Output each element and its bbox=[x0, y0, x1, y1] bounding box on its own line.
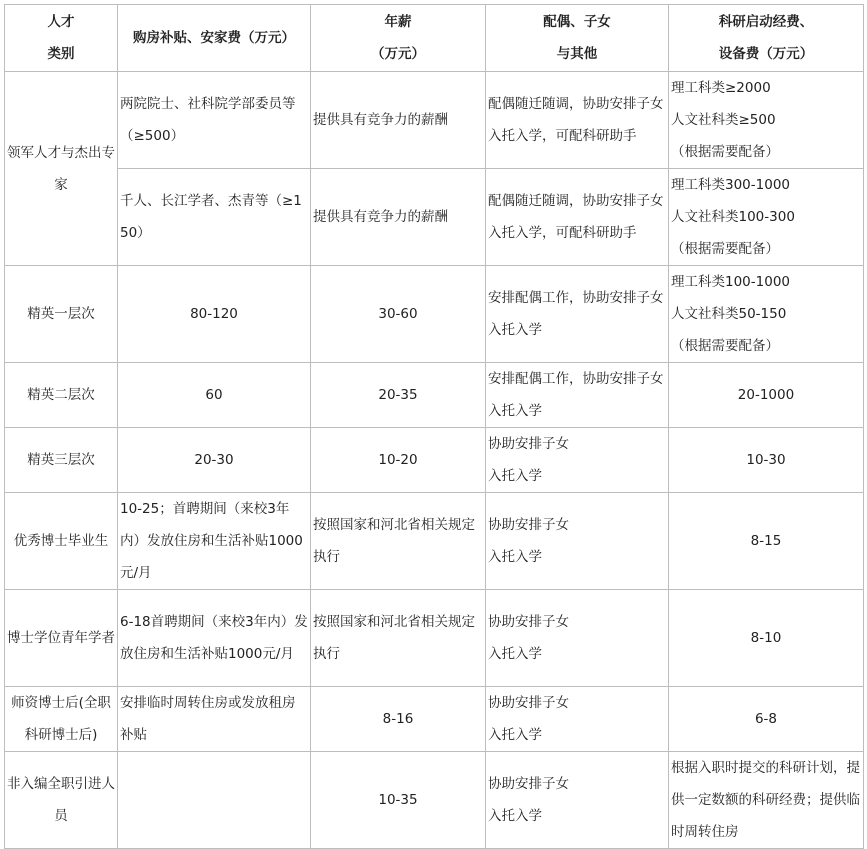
leader-1-funding bbox=[669, 72, 864, 169]
elite-1-funding bbox=[669, 266, 864, 363]
postdoc-funding: 6-8 bbox=[669, 687, 864, 752]
leader-1-funding-line2: 人文社科类≥500 bbox=[671, 112, 776, 128]
table-row-leader-1 bbox=[5, 72, 864, 169]
header-salary bbox=[311, 5, 486, 72]
young-family-line1: 协助安排子女 bbox=[488, 614, 569, 630]
header-family-line1: 配偶、子女 bbox=[543, 14, 611, 30]
table-row-leader-2 bbox=[5, 169, 864, 266]
table-row-young-scholar bbox=[5, 590, 864, 687]
postdoc-family-line1: 协助安排子女 bbox=[488, 695, 569, 711]
young-family-line2: 入托入学 bbox=[488, 646, 542, 662]
category-nonstaff: 非入编全职引进人员 bbox=[5, 752, 118, 849]
header-funding-line1: 科研启动经费、 bbox=[718, 14, 814, 30]
young-salary: 按照国家和河北省相关规定执行 bbox=[311, 590, 486, 687]
phd-family bbox=[486, 493, 669, 590]
nonstaff-salary: 10-35 bbox=[311, 752, 486, 849]
leader-2-salary: 提供具有竞争力的薪酬 bbox=[311, 169, 486, 266]
elite-2-housing: 60 bbox=[118, 363, 311, 428]
leader-1-housing: 两院院士、社科院学部委员等（≥500） bbox=[118, 72, 311, 169]
header-row bbox=[5, 5, 864, 72]
phd-salary: 按照国家和河北省相关规定执行 bbox=[311, 493, 486, 590]
elite-3-funding: 10-30 bbox=[669, 428, 864, 493]
leader-2-funding-line3: （根据需要配备） bbox=[671, 241, 779, 257]
header-category bbox=[5, 5, 118, 72]
leader-1-salary: 提供具有竞争力的薪酬 bbox=[311, 72, 486, 169]
postdoc-family-line2: 入托入学 bbox=[488, 727, 542, 743]
header-salary-line2: （万元） bbox=[371, 46, 425, 62]
nonstaff-housing bbox=[118, 752, 311, 849]
nonstaff-family-line2: 入托入学 bbox=[488, 808, 542, 824]
table-row-postdoc bbox=[5, 687, 864, 752]
header-family bbox=[486, 5, 669, 72]
elite-2-salary: 20-35 bbox=[311, 363, 486, 428]
header-category-line1: 人才 bbox=[47, 14, 75, 30]
nonstaff-family-line1: 协助安排子女 bbox=[488, 776, 569, 792]
table-row-elite-1 bbox=[5, 266, 864, 363]
category-phd: 优秀博士毕业生 bbox=[5, 493, 118, 590]
leader-2-funding-line1: 理工科类300-1000 bbox=[671, 177, 790, 193]
elite-1-funding-line3: （根据需要配备） bbox=[671, 338, 779, 354]
phd-funding: 8-15 bbox=[669, 493, 864, 590]
category-elite-1: 精英一层次 bbox=[5, 266, 118, 363]
leader-2-family: 配偶随迁随调，协助安排子女入托入学，可配科研助手 bbox=[486, 169, 669, 266]
header-category-line2: 类别 bbox=[47, 46, 75, 62]
elite-3-family bbox=[486, 428, 669, 493]
header-family-line2: 与其他 bbox=[556, 46, 598, 62]
elite-3-housing: 20-30 bbox=[118, 428, 311, 493]
header-funding bbox=[669, 5, 864, 72]
nonstaff-family bbox=[486, 752, 669, 849]
nonstaff-funding: 根据入职时提交的科研计划，提供一定数额的科研经费；提供临时周转住房 bbox=[669, 752, 864, 849]
elite-1-housing: 80-120 bbox=[118, 266, 311, 363]
elite-2-family: 安排配偶工作，协助安排子女入托入学 bbox=[486, 363, 669, 428]
category-elite-2: 精英二层次 bbox=[5, 363, 118, 428]
category-leader: 领军人才与杰出专家 bbox=[5, 72, 118, 266]
table-row-elite-2 bbox=[5, 363, 864, 428]
phd-family-line1: 协助安排子女 bbox=[488, 517, 569, 533]
phd-housing: 10-25；首聘期间（来校3年内）发放住房和生活补贴1000元/月 bbox=[118, 493, 311, 590]
young-housing: 6-18首聘期间（来校3年内）发放住房和生活补贴1000元/月 bbox=[118, 590, 311, 687]
elite-3-family-line1: 协助安排子女 bbox=[488, 436, 569, 452]
header-funding-line2: 设备费（万元） bbox=[718, 46, 814, 62]
leader-2-housing: 千人、长江学者、杰青等（≥150） bbox=[118, 169, 311, 266]
phd-family-line2: 入托入学 bbox=[488, 549, 542, 565]
leader-1-funding-line3: （根据需要配备） bbox=[671, 144, 779, 160]
category-postdoc: 师资博士后(全职科研博士后) bbox=[5, 687, 118, 752]
elite-3-family-line2: 入托入学 bbox=[488, 468, 542, 484]
elite-1-funding-line1: 理工科类100-1000 bbox=[671, 274, 790, 290]
category-elite-3: 精英三层次 bbox=[5, 428, 118, 493]
leader-1-family: 配偶随迁随调，协助安排子女入托入学，可配科研助手 bbox=[486, 72, 669, 169]
young-funding: 8-10 bbox=[669, 590, 864, 687]
table-row-phd bbox=[5, 493, 864, 590]
elite-3-salary: 10-20 bbox=[311, 428, 486, 493]
postdoc-salary: 8-16 bbox=[311, 687, 486, 752]
elite-1-funding-line2: 人文社科类50-150 bbox=[671, 306, 787, 322]
postdoc-family bbox=[486, 687, 669, 752]
postdoc-housing: 安排临时周转住房或发放租房补贴 bbox=[118, 687, 311, 752]
table-row-elite-3 bbox=[5, 428, 864, 493]
table-row-nonstaff bbox=[5, 752, 864, 849]
leader-1-funding-line1: 理工科类≥2000 bbox=[671, 80, 771, 96]
elite-2-funding: 20-1000 bbox=[669, 363, 864, 428]
leader-2-funding-line2: 人文社科类100-300 bbox=[671, 209, 795, 225]
leader-2-funding bbox=[669, 169, 864, 266]
elite-1-family: 安排配偶工作，协助安排子女入托入学 bbox=[486, 266, 669, 363]
category-young-scholar: 博士学位青年学者 bbox=[5, 590, 118, 687]
header-housing: 购房补贴、安家费（万元） bbox=[118, 5, 311, 72]
talent-policy-table bbox=[4, 4, 864, 849]
header-salary-line1: 年薪 bbox=[384, 14, 412, 30]
young-family bbox=[486, 590, 669, 687]
elite-1-salary: 30-60 bbox=[311, 266, 486, 363]
